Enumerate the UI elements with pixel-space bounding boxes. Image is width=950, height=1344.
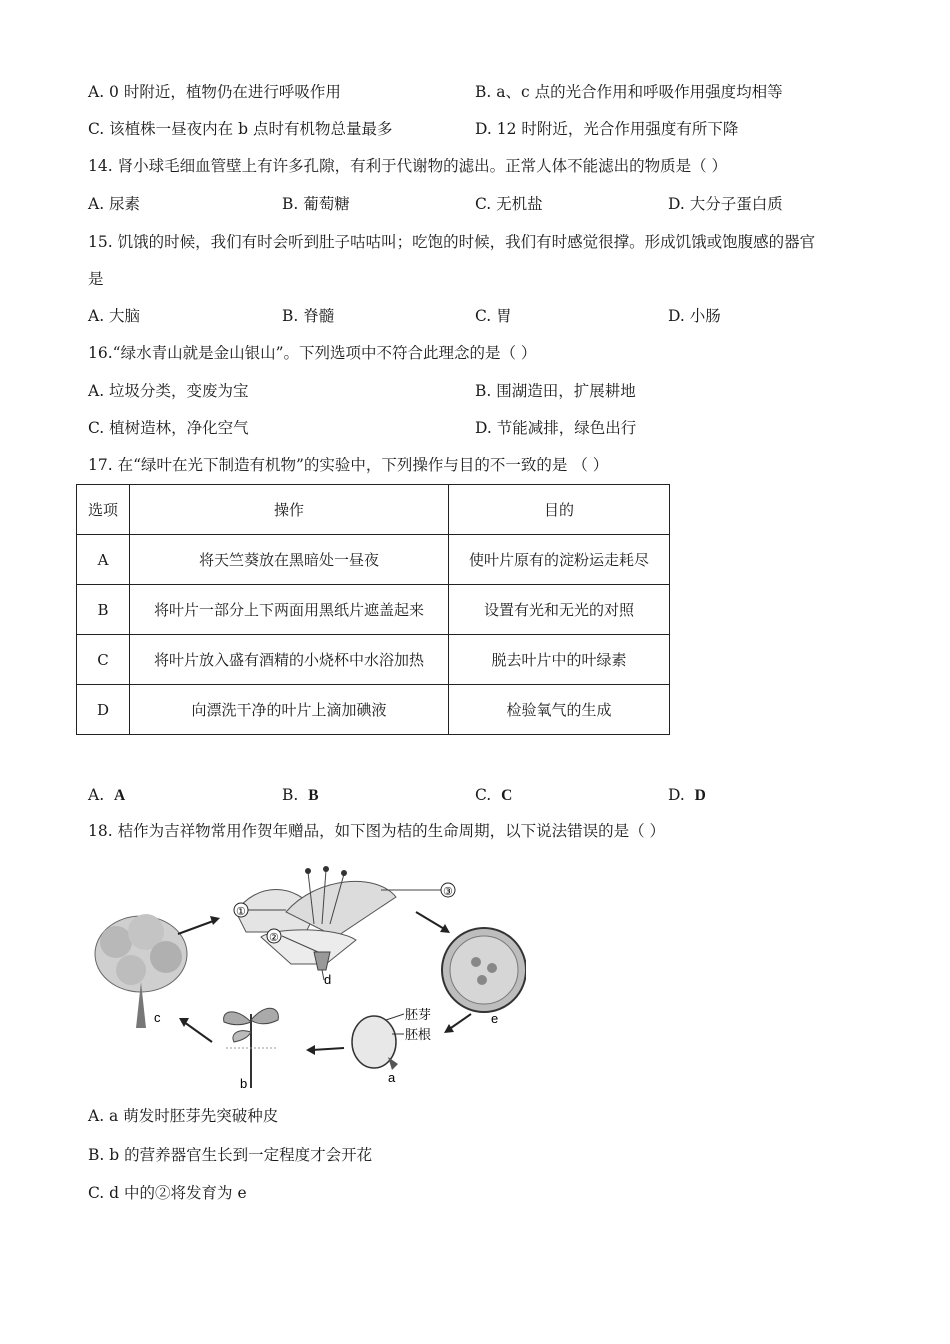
q18-option-b: B. b 的营养器官生长到一定程度才会开花 [88, 1146, 373, 1164]
q15-option-c: C. 胃 [475, 307, 512, 325]
label-1: ① [236, 906, 246, 918]
q15-stem-line2: 是 [88, 270, 104, 288]
label-a: a [388, 1070, 396, 1085]
table-row [77, 535, 670, 585]
q13-option-b: B. a、c 点的光合作用和呼吸作用强度均相等 [475, 83, 783, 101]
label-e: e [491, 1011, 499, 1026]
q17-option-c [475, 785, 512, 806]
option-value: D [694, 787, 706, 804]
table-cell: 将叶片放入盛有酒精的小烧杯中水浴加热 [130, 635, 449, 685]
orange-life-cycle-figure [86, 852, 526, 1094]
q14-option-c: C. 无机盐 [475, 195, 543, 213]
q17-option-b [282, 785, 319, 806]
option-value: B [308, 787, 319, 804]
label-plumule: 胚芽 [405, 1007, 432, 1022]
q15-option-d: D. 小肠 [668, 307, 721, 325]
label-d: d [324, 972, 332, 987]
q15-option-a: A. 大脑 [88, 307, 141, 325]
q17-option-a [88, 785, 125, 806]
q16-stem: 16.“绿水青山就是金山银山”。下列选项中不符合此理念的是（ ） [88, 344, 537, 362]
table-cell: C [77, 635, 130, 685]
table-cell: 将叶片一部分上下两面用黑纸片遮盖起来 [130, 585, 449, 635]
q14-option-d: D. 大分子蛋白质 [668, 195, 783, 213]
option-prefix: C. [475, 786, 492, 804]
q18-option-c: C. d 中的②将发育为 e [88, 1184, 247, 1202]
q15-stem-line1: 15. 饥饿的时候，我们有时会听到肚子咕咕叫；吃饱的时候，我们有时感觉很撑。形成饥饿或饱腹感的器官 [88, 233, 816, 251]
q14-stem: 14. 肾小球毛细血管壁上有许多孔隙，有利于代谢物的滤出。正常人体不能滤出的物质是（ ） [88, 157, 728, 175]
q14-option-b: B. 葡萄糖 [282, 195, 350, 213]
table-cell: 脱去叶片中的叶绿素 [449, 635, 670, 685]
option-value: A [113, 787, 126, 804]
q18-option-a: A. a 萌发时胚芽先突破种皮 [88, 1107, 279, 1125]
label-c: c [154, 1010, 161, 1025]
label-radicle: 胚根 [405, 1027, 432, 1042]
table-row [77, 685, 670, 735]
label-2: ② [269, 932, 279, 944]
table-cell: D [77, 685, 130, 735]
q16-option-a: A. 垃圾分类，变废为宝 [88, 382, 249, 400]
tree-icon [95, 914, 187, 1028]
table-row [77, 635, 670, 685]
table-cell: 检验氧气的生成 [449, 685, 670, 735]
label-3: ③ [443, 886, 453, 898]
seed-icon [352, 1016, 398, 1070]
q18-stem: 18. 桔作为吉祥物常用作贺年赠品，如下图为桔的生命周期，以下说法错误的是（ ） [88, 822, 666, 840]
q13-option-d: D. 12 时附近，光合作用强度有所下降 [475, 120, 739, 138]
table-header-cell: 目的 [449, 485, 670, 535]
q13-option-a: A. 0 时附近，植物仍在进行呼吸作用 [88, 83, 341, 101]
table-header-cell: 操作 [130, 485, 449, 535]
q16-option-b: B. 围湖造田，扩展耕地 [475, 382, 636, 400]
table-header-cell: 选项 [77, 485, 130, 535]
q14-option-a: A. 尿素 [88, 195, 141, 213]
experiment-table [76, 484, 670, 735]
table-cell: 将天竺葵放在黑暗处一昼夜 [130, 535, 449, 585]
table-header-row [77, 485, 670, 535]
option-value: C [501, 787, 513, 804]
flower-icon [236, 866, 396, 980]
option-prefix: D. [668, 786, 685, 804]
label-b: b [240, 1076, 248, 1091]
seedling-icon [224, 1008, 279, 1088]
table-cell: A [77, 535, 130, 585]
q13-option-c: C. 该植株一昼夜内在 b 点时有机物总量最多 [88, 120, 393, 138]
table-cell: B [77, 585, 130, 635]
q16-option-d: D. 节能减排，绿色出行 [475, 419, 637, 437]
table-cell: 使叶片原有的淀粉运走耗尽 [449, 535, 670, 585]
option-prefix: B. [282, 786, 299, 804]
q15-option-b: B. 脊髓 [282, 307, 335, 325]
table-row [77, 585, 670, 635]
table-cell: 设置有光和无光的对照 [449, 585, 670, 635]
q16-option-c: C. 植树造林，净化空气 [88, 419, 249, 437]
option-prefix: A. [88, 786, 105, 804]
q17-stem: 17. 在“绿叶在光下制造有机物”的实验中，下列操作与目的不一致的是 （ ） [88, 456, 609, 474]
fruit-icon [442, 928, 526, 1012]
q17-option-d [668, 785, 706, 806]
table-cell: 向漂洗干净的叶片上滴加碘液 [130, 685, 449, 735]
